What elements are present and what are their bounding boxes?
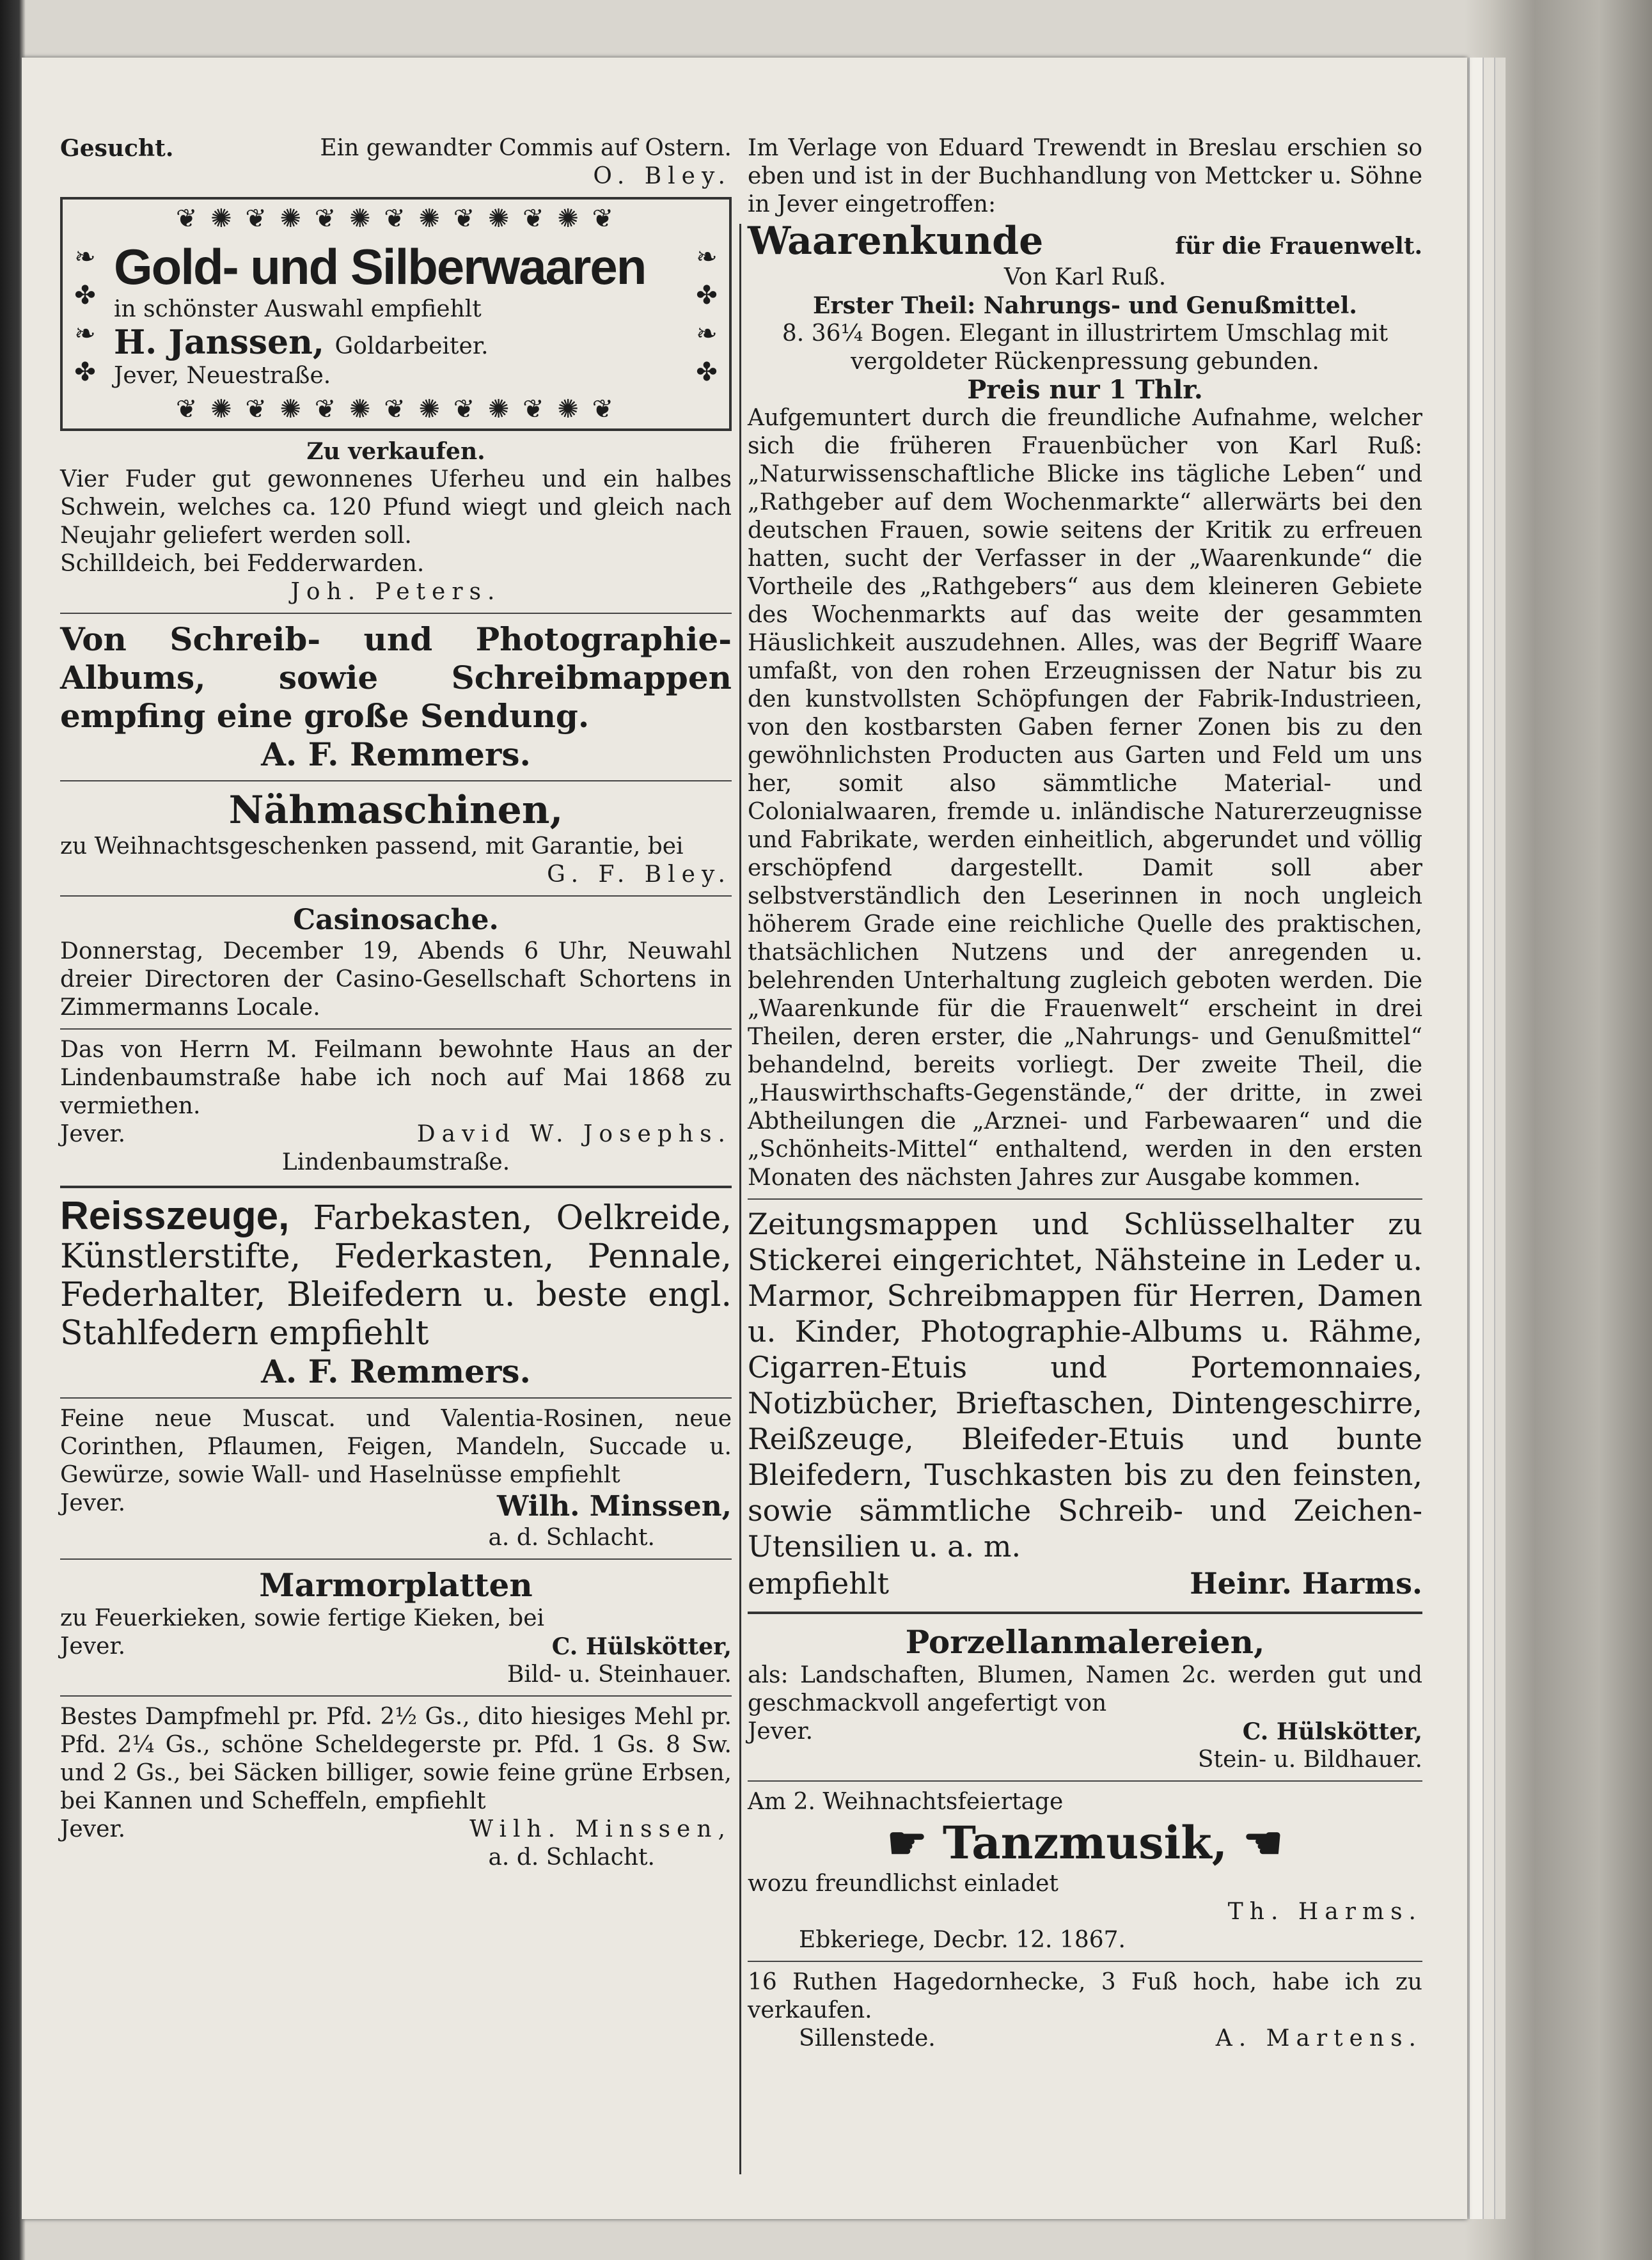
- ad-place: Jever.: [60, 1633, 126, 1660]
- ad-body: Aufgemuntert durch die freundliche Aufnahme, welcher sich die früheren Frauenbücher von Karl Ruß: „Naturwissenschaftliche Blicke ins tägliche Leben“ und „Rathgeber auf dem Wochenmarkte“ allerwärts bei den deutschen Frauen, sowie seitens der Kritik zu erfreuen hatten, sucht der Verfasser in der „Waarenkunde“ die Vortheile des „Rathgebers“ aus dem kleineren Gebiete des Wochenmarkts auf das weite der gesammten Häuslichkeit auszudehnen. Alles, was der Begriff Waare umfaßt, von den rohen Erzeugnissen der Natur bis zu den kunstvollsten Schöpfungen der Fabrik-Industrieen, von den kostbarsten Gaben ferner Zonen bis zu den gewöhnlichsten Producten aus Garten und Feld um uns her, somit also sämmtliche Material- und Colonialwaaren, fremde u. inländische Naturerzeugnisse und Fabrikate, werden einheitlich, abgerundet und völlig erschöpfend dargestellt. Damit soll aber selbstverständlich den Leserinnen in noch ungleich höherem Grade eine reichliche Quelle des praktischen, thatsächlichen Nutzens und der anregenden u. belehrenden Unterhaltung zugleich geboten werden. Die „Waarenkunde für die Frauenwelt“ erscheint in drei Theilen, deren erster, die „Nahrungs- und Genußmittel“ behandelnd, bereits vorliegt. Der zweite Theil, die „Hauswirthschafts-Gegenstände,“ der dritte, in zwei Abtheilungen die „Arznei- und Farbewaaren“ und die „Schönheits-Mittel“ enthaltend, werden in den ersten Monaten des nächsten Jahres zur Ausgabe kommen.: [748, 405, 1422, 1191]
- ad-body: Bestes Dampfmehl pr. Pfd. 2½ Gs., dito hiesiges Mehl pr. Pfd. 2¼ Gs., schöne Scheldegerste pr. Pfd. 1 Gs. 8 Sw. und 2 Gs., bei Säcken billiger, sowie feine grüne Erbsen, bei Kannen und Scheffeln, empfiehlt: [60, 1704, 732, 1814]
- ad-pretitle: Am 2. Weihnachtsfeiertage: [748, 1789, 1064, 1815]
- rule: [748, 1961, 1422, 1962]
- ad-porzellan: [748, 1623, 1422, 1774]
- ad-signature-address: Lindenbaumstraße.: [281, 1149, 510, 1175]
- ad-place: Schilldeich, bei Fedderwarden.: [60, 551, 425, 577]
- right-column: [748, 134, 1422, 2053]
- ornament-border-left: ❧ ✤ ❧ ✤: [74, 242, 96, 387]
- ad-rosinen: [60, 1405, 732, 1552]
- ad-title: Casinosache.: [293, 904, 499, 936]
- ad-hecke: [748, 1968, 1422, 2053]
- page-edge: [1483, 58, 1495, 2219]
- ad-albums: [60, 620, 732, 774]
- ad-title: Nähmaschinen,: [228, 788, 563, 833]
- ad-title-sub: für die Frauenwelt.: [1175, 233, 1422, 260]
- ornament-border-bottom: ❦ ✺ ❦ ✺ ❦ ✺ ❦ ✺ ❦ ✺ ❦ ✺ ❦: [175, 395, 617, 424]
- page-edge: [1494, 58, 1506, 2219]
- ad-waarenkunde: [748, 134, 1422, 1192]
- rule: [60, 613, 732, 614]
- ad-author: Von Karl Ruß.: [1003, 264, 1167, 290]
- ad-marmor: [60, 1566, 732, 1689]
- ad-signature: C. Hülskötter,: [551, 1633, 732, 1660]
- ad-signature: Wilh. Minssen,: [497, 1490, 732, 1523]
- ad-signature: A. F. Remmers.: [261, 735, 531, 773]
- ad-verkaufen: [60, 437, 732, 606]
- rule: [60, 1558, 732, 1560]
- page-edge: [1468, 58, 1484, 2219]
- ad-lead: Gesucht.: [60, 135, 174, 162]
- ad-signature: A. Martens.: [1215, 2025, 1422, 2052]
- ad-end: empfiehlt: [748, 1566, 890, 1601]
- ad-price: Preis nur 1 Thlr.: [967, 375, 1203, 405]
- ad-trade: Goldarbeiter.: [334, 333, 489, 359]
- ad-tanzmusik: [748, 1788, 1422, 1954]
- ad-mehl: [60, 1703, 732, 1872]
- ad-signature: Wilh. Minssen,: [469, 1816, 732, 1842]
- ad-body: Farbekasten, Oelkreide, Künstlerstifte, Federkasten, Pennale, Federhalter, Bleifedern u. beste engl. Stahlfedern empfiehlt: [60, 1199, 732, 1353]
- ad-title: Waarenkunde: [748, 219, 1044, 263]
- ornament-border-top: ❦ ✺ ❦ ✺ ❦ ✺ ❦ ✺ ❦ ✺ ❦ ✺ ❦: [175, 204, 617, 233]
- ad-title: Porzellanmalereien,: [905, 1623, 1265, 1661]
- ad-text: in schönster Auswahl empfiehlt: [114, 296, 482, 322]
- rule: [60, 1186, 732, 1188]
- ad-name: H. Janssen,: [114, 323, 324, 362]
- ad-body: Zeitungsmappen und Schlüsselhalter zu Stickerei eingerichtet, Nähsteine in Leder u. Marmor, Schreibmappen für Herren, Damen u. Kinder, Photographie-Albums u. Rähme, Cigarren-Etuis und Portemonnaies, Notizbücher, Brieftaschen, Dintengeschirre, Reißzeuge, Bleifeder-Etuis und bunte Bleifedern, Tuschkasten bis zu den feinsten, sowie sämmtliche Schreib- und Zeichen-Utensilien u. a. m.: [748, 1207, 1422, 1564]
- ad-title: Gold- und Silberwaaren: [114, 239, 646, 295]
- ad-body: Von Schreib- und Photographie-Albums, sowie Schreibmappen empfing eine große Sendung.: [60, 620, 732, 735]
- ad-place: Jever.: [60, 1816, 126, 1842]
- ad-signature-address: a. d. Schlacht.: [488, 1844, 655, 1871]
- ad-body: Vier Fuder gut gewonnenes Uferheu und ein halbes Schwein, welches ca. 120 Pfund wiegt und gleich nach Neujahr geliefert werden soll.: [60, 466, 732, 549]
- rule: [60, 895, 732, 897]
- ad-place: Jever, Neuestraße.: [114, 363, 331, 389]
- ad-body: Donnerstag, December 19, Abends 6 Uhr, Neuwahl dreier Directoren der Casino-Gesellschaft Schortens in Zimmermanns Locale.: [60, 938, 732, 1021]
- ad-place: Jever.: [60, 1490, 126, 1516]
- rule: [748, 1612, 1422, 1614]
- pointing-hand-left-icon: ☚: [1243, 1816, 1284, 1869]
- ad-gold-box: [60, 197, 732, 431]
- ad-casino: [60, 903, 732, 1022]
- ad-reisszeuge: [60, 1194, 732, 1391]
- rule: [748, 1198, 1422, 1200]
- ad-signature: C. Hülskötter,: [1242, 1718, 1422, 1745]
- rule: [60, 1695, 732, 1697]
- ad-title: Zu verkaufen.: [306, 438, 485, 465]
- ad-signature: David W. Josephs.: [416, 1121, 732, 1147]
- ad-lead: Reisszeuge,: [60, 1194, 290, 1238]
- ad-body: wozu freundlichst einladet: [748, 1871, 1058, 1897]
- ad-signature-address: a. d. Schlacht.: [488, 1525, 655, 1551]
- ad-naehmaschinen: [60, 788, 732, 889]
- ad-place: Jever.: [748, 1718, 814, 1745]
- ad-signature: Heinr. Harms.: [1190, 1566, 1422, 1601]
- ad-body: als: Landschaften, Blumen, Namen 2c. werden gut und geschmackvoll angefertigt von: [748, 1662, 1422, 1716]
- rule: [60, 1028, 732, 1030]
- ad-format: 8. 36¼ Bogen. Elegant in illustrirtem Umschlag mit vergoldeter Rückenpressung gebunden.: [782, 320, 1388, 375]
- ad-place: Ebkeriege, Decbr. 12. 1867.: [799, 1927, 1126, 1953]
- ad-mappen: [748, 1206, 1422, 1603]
- ornament-border-right: ❧ ✤ ❧ ✤: [696, 242, 718, 387]
- newspaper-page: [22, 58, 1467, 2219]
- pointing-hand-right-icon: ☛: [886, 1816, 927, 1869]
- ad-signature-trade: Bild- u. Steinhauer.: [507, 1661, 732, 1688]
- ad-text: Ein gewandter Commis auf Ostern.: [320, 135, 732, 161]
- ad-body: 16 Ruthen Hagedornhecke, 3 Fuß hoch, habe ich zu verkaufen.: [748, 1969, 1422, 2023]
- rule: [60, 780, 732, 781]
- ad-haus: [60, 1036, 732, 1177]
- ad-body: zu Feuerkieken, sowie fertige Kieken, bei: [60, 1605, 545, 1631]
- ad-body: zu Weihnachtsgeschenken passend, mit Garantie, bei: [60, 833, 684, 859]
- ad-signature-trade: Stein- u. Bildhauer.: [1197, 1746, 1422, 1773]
- ad-signature: G. F. Bley.: [547, 861, 732, 888]
- ad-signature: O. Bley.: [593, 163, 732, 189]
- ad-signature: A. F. Remmers.: [261, 1353, 531, 1390]
- ad-title: Tanzmusik,: [942, 1816, 1228, 1869]
- ad-title: Marmorplatten: [259, 1566, 533, 1604]
- ad-place: Jever.: [60, 1121, 126, 1147]
- ad-intro: Im Verlage von Eduard Trewendt in Breslau erschien so eben und ist in der Buchhandlung von Mettcker u. Söhne in Jever eingetroffen:: [748, 135, 1422, 217]
- ad-body: Feine neue Muscat. und Valentia-Rosinen, neue Corinthen, Pflaumen, Feigen, Mandeln, Succade u. Gewürze, sowie Wall- und Haselnüsse empfiehlt: [60, 1406, 732, 1488]
- ad-gesucht: [60, 134, 732, 191]
- rule: [60, 1397, 732, 1399]
- ad-signature: Th. Harms.: [1227, 1899, 1422, 1925]
- ad-signature: Joh. Peters.: [290, 579, 501, 605]
- ad-place: Sillenstede.: [799, 2025, 936, 2052]
- rule: [748, 1780, 1422, 1782]
- ad-body: Das von Herrn M. Feilmann bewohnte Haus an der Lindenbaumstraße habe ich noch auf Mai 1868 zu vermiethen.: [60, 1037, 732, 1119]
- column-divider: [739, 224, 741, 2174]
- left-column: [60, 134, 732, 1872]
- ad-part: Erster Theil: Nahrungs- und Genußmittel.: [813, 292, 1357, 319]
